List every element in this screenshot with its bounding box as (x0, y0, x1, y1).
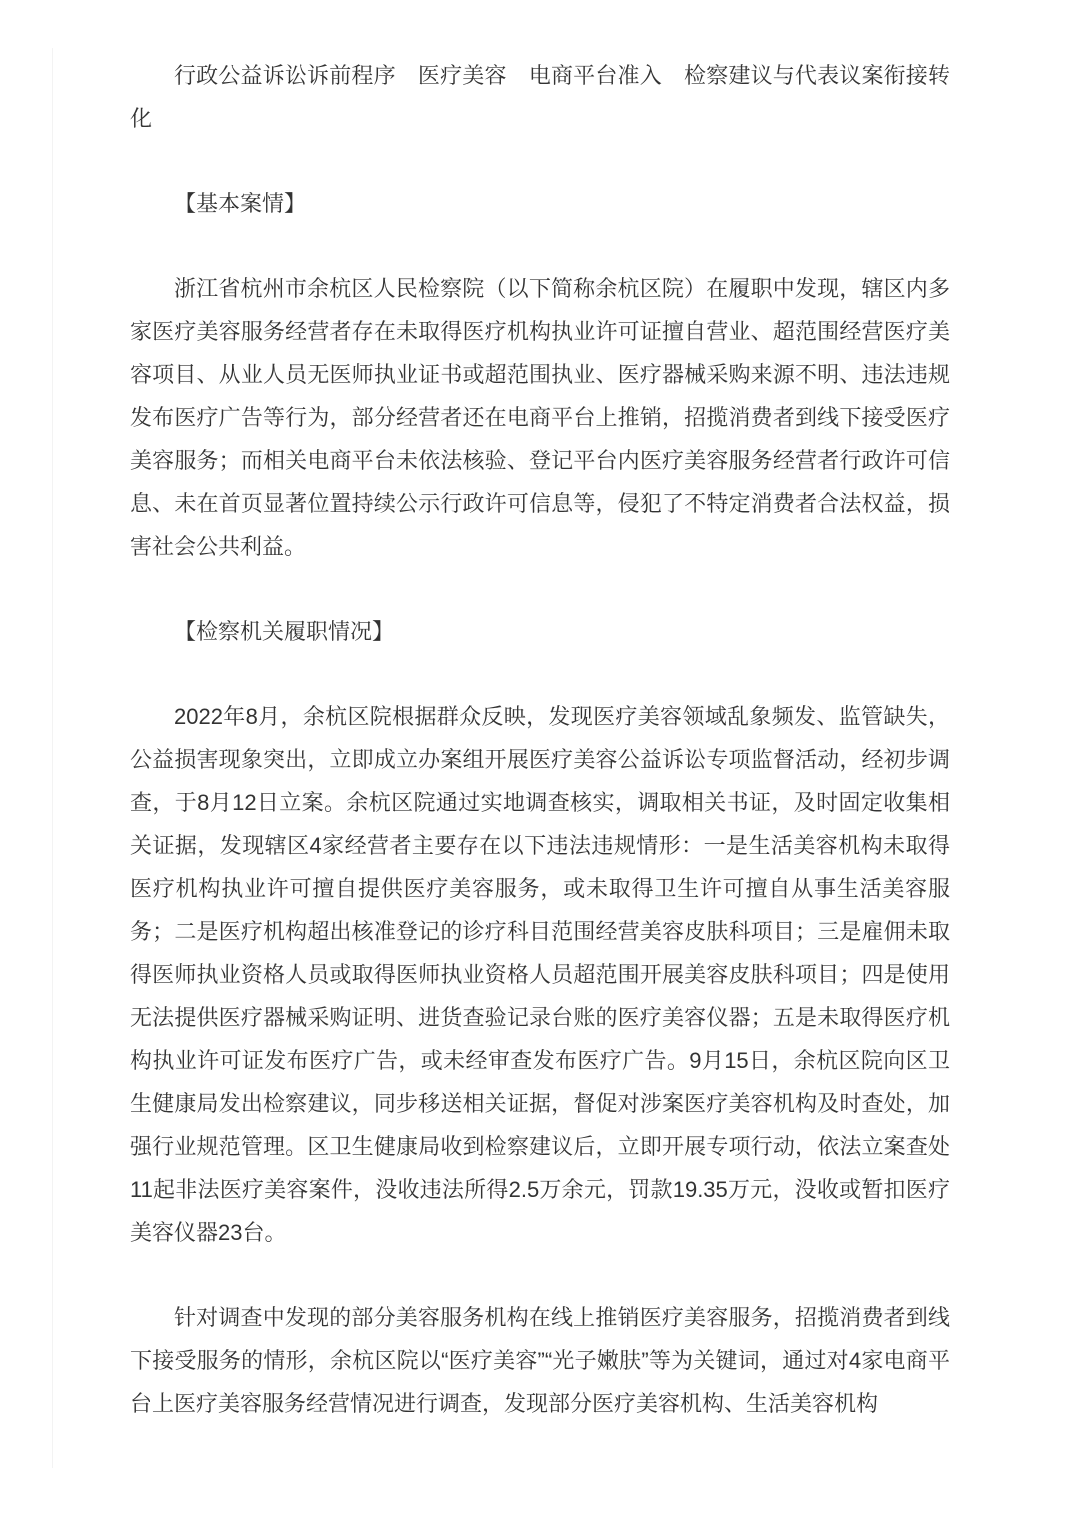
section-heading-procuratorial-performance: 【检察机关履职情况】 (174, 619, 395, 644)
document-title: 行政公益诉讼诉前程序 医疗美容 电商平台准入 检察建议与代表议案衔接转化 (130, 63, 950, 131)
paragraph-performance-1: 2022年8月，余杭区院根据群众反映，发现医疗美容领域乱象频发、监管缺失，公益损害现象突出，立即成立办案组开展医疗美容公益诉讼专项监督活动，经初步调查，于8月12日立案。余杭区院通过实地调查核实，调取相关书证，及时固定收集相关证据，发现辖区4家经营者主要存在以下违法违规情形：一是生活美容机构未取得医疗机构执业许可擅自提供医疗美容服务，或未取得卫生许可擅自从事生活美容服务；二是医疗机构超出核准登记的诊疗科目范围经营美容皮肤科项目；三是雇佣未取得医师执业资格人员或取得医师执业资格人员超范围开展美容皮肤科项目；四是使用无法提供医疗器械采购证明、进货查验记录台账的医疗美容仪器；五是未取得医疗机构执业许可证发布医疗广告，或未经审查发布医疗广告。9月15日，余杭区院向区卫生健康局发出检察建议，同步移送相关证据，督促对涉案医疗美容机构及时查处，加强行业规范管理。区卫生健康局收到检察建议后，立即开展专项行动，依法立案查处11起非法医疗美容案件，没收违法所得2.5万余元，罚款19.35万元，没收或暂扣医疗美容仪器23台。 (130, 704, 950, 1245)
left-divider (52, 48, 53, 1468)
paragraph-performance-2: 针对调查中发现的部分美容服务机构在线上推销医疗美容服务，招揽消费者到线下接受服务的情形，余杭区院以“医疗美容”“光子嫩肤”等为关键词，通过对4家电商平台上医疗美容服务经营情况进行调查，发现部分医疗美容机构、生活美容机构 (130, 1305, 950, 1416)
paragraph-basic-facts: 浙江省杭州市余杭区人民检察院（以下简称余杭区院）在履职中发现，辖区内多家医疗美容服务经营者存在未取得医疗机构执业许可证擅自营业、超范围经营医疗美容项目、从业人员无医师执业证书或超范围执业、医疗器械采购来源不明、违法违规发布医疗广告等行为，部分经营者还在电商平台上推销，招揽消费者到线下接受医疗美容服务；而相关电商平台未依法核验、登记平台内医疗美容服务经营者行政许可信息、未在首页显著位置持续公示行政许可信息等，侵犯了不特定消费者合法权益，损害社会公共利益。 (130, 276, 950, 559)
document-content (130, 54, 950, 1425)
section-heading-basic-facts: 【基本案情】 (174, 191, 307, 216)
